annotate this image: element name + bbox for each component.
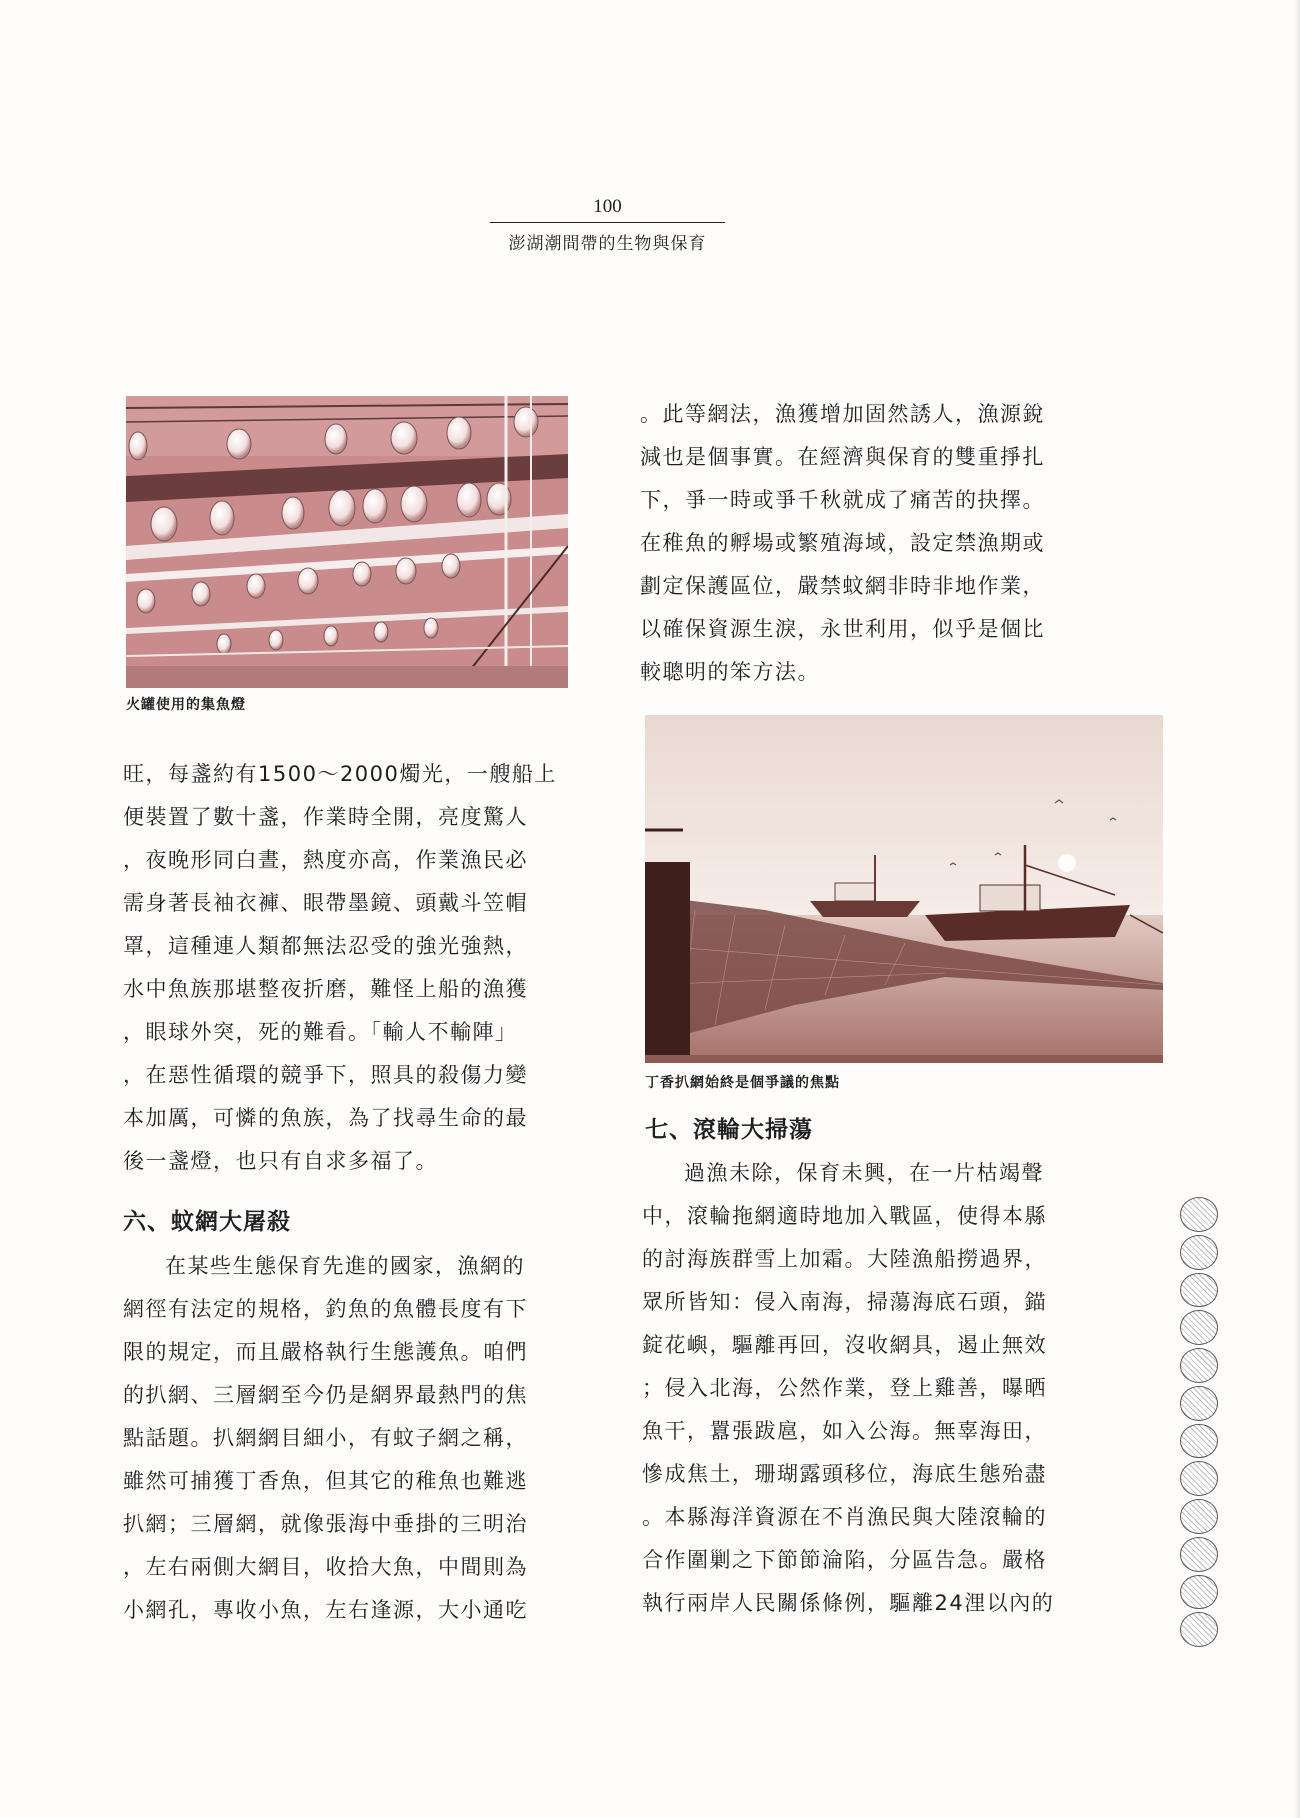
- text-line: ，夜晚形同白晝，熱度亦高，作業漁民必: [123, 848, 528, 872]
- fishing-lamps-photo: [126, 396, 568, 688]
- text-line: 過漁未除，保育未興，在一片枯竭聲: [684, 1161, 1044, 1185]
- decorative-bead: [1180, 1424, 1218, 1459]
- text-line: 。本縣海洋資源在不肖漁民與大陸滾輪的: [642, 1505, 1047, 1529]
- text-line: 罩，這種連人類都無法忍受的強光強熱，: [123, 934, 528, 958]
- left-paragraph-1: [123, 753, 563, 1183]
- text-line: 便裝置了數十盞，作業時全開，亮度驚人: [123, 805, 528, 829]
- text-line: 點話題。扒網網目細小，有蚊子網之稱，: [123, 1426, 528, 1450]
- text-line: 後一盞燈，也只有自求多福了。: [123, 1149, 438, 1173]
- fishing-net-image: [645, 715, 1163, 1063]
- decorative-bead: [1180, 1235, 1218, 1270]
- text-line: 旺，每盞約有1500～2000燭光，一艘船上: [123, 762, 557, 786]
- left-paragraph-2: [123, 1245, 568, 1632]
- decorative-bead: [1180, 1499, 1218, 1534]
- decorative-bead: [1180, 1575, 1218, 1610]
- right-paragraph-2: [642, 1152, 1092, 1625]
- page-header: [490, 196, 725, 254]
- decorative-side-strip: [1180, 1197, 1220, 1647]
- decorative-bead: [1180, 1197, 1218, 1232]
- section-6-heading: 六、蚊網大屠殺: [123, 1209, 291, 1235]
- decorative-bead: [1180, 1386, 1218, 1421]
- text-line: ，在惡性循環的競爭下，照具的殺傷力變: [123, 1063, 528, 1087]
- text-line: 下，爭一時或爭千秋就成了痛苦的抉擇。: [640, 488, 1045, 512]
- decorative-bead: [1180, 1310, 1218, 1345]
- text-line: 扒網；三層網，就像張海中垂掛的三明治: [123, 1512, 528, 1536]
- text-line: 以確保資源生淚，永世利用，似乎是個比: [640, 617, 1045, 641]
- running-title: 澎湖潮間帶的生物與保育: [508, 234, 707, 254]
- fishing-net-photo: [645, 715, 1163, 1063]
- right-paragraph-1: [640, 393, 1095, 694]
- text-line: 錠花嶼，驅離再回，沒收網具，遏止無效: [642, 1333, 1047, 1357]
- text-line: 減也是個事實。在經濟與保育的雙重掙扎: [640, 445, 1045, 469]
- page-number: 100: [593, 196, 622, 217]
- text-line: 慘成焦土，珊瑚露頭移位，海底生態殆盡: [642, 1462, 1047, 1486]
- text-line: 劃定保護區位，嚴禁蚊網非時非地作業，: [640, 574, 1045, 598]
- text-line: 的討海族群雪上加霜。大陸漁船撈過界，: [642, 1247, 1047, 1271]
- text-line: 在某些生態保育先進的國家，漁網的: [165, 1254, 525, 1278]
- text-line: 本加厲，可憐的魚族，為了找尋生命的最: [123, 1106, 528, 1130]
- decorative-bead: [1180, 1273, 1218, 1308]
- text-line: 網徑有法定的規格，釣魚的魚體長度有下: [123, 1297, 528, 1321]
- text-line: 水中魚族那堪整夜折磨，難怪上船的漁獲: [123, 977, 528, 1001]
- scan-edge: [1294, 0, 1300, 1818]
- lamps-photo-caption: 火罐使用的集魚燈: [126, 697, 246, 713]
- text-line: ；侵入北海，公然作業，登上雞善，曝晒: [642, 1376, 1047, 1400]
- fishing-lamps-image: [126, 396, 568, 688]
- text-line: 限的規定，而且嚴格執行生態護魚。咱們: [123, 1340, 528, 1364]
- text-line: 魚干，囂張跋扈，如入公海。無辜海田，: [642, 1419, 1047, 1443]
- text-line: 。此等網法，漁獲增加固然誘人，漁源銳: [640, 402, 1045, 426]
- text-line: 在稚魚的孵場或繁殖海域，設定禁漁期或: [640, 531, 1045, 555]
- text-line: 小網孔，專收小魚，左右逢源，大小通吃: [123, 1598, 528, 1622]
- text-line: 眾所皆知：侵入南海，掃蕩海底石頭，錨: [642, 1290, 1047, 1314]
- text-line: 中，滾輪拖網適時地加入戰區，使得本縣: [642, 1204, 1047, 1228]
- text-line: ，左右兩側大網目，收拾大魚，中間則為: [123, 1555, 528, 1579]
- text-line: 較聰明的笨方法。: [640, 660, 820, 684]
- decorative-bead: [1180, 1537, 1218, 1572]
- header-rule: [490, 222, 725, 223]
- text-line: ，眼球外突，死的難看。「輸人不輸陣」: [123, 1020, 518, 1044]
- decorative-bead: [1180, 1348, 1218, 1383]
- text-line: 需身著長袖衣褲、眼帶墨鏡、頭戴斗笠帽: [123, 891, 528, 915]
- text-line: 的扒網、三層網至今仍是網界最熱門的焦: [123, 1383, 528, 1407]
- section-7-heading: 七、滾輪大掃蕩: [645, 1117, 813, 1143]
- decorative-bead: [1180, 1612, 1218, 1647]
- decorative-bead: [1180, 1461, 1218, 1496]
- net-photo-caption: 丁香扒網始終是個爭議的焦點: [645, 1075, 840, 1091]
- text-line: 執行兩岸人民關係條例，驅離24浬以內的: [642, 1591, 1055, 1615]
- text-line: 雖然可捕獲丁香魚，但其它的稚魚也難逃: [123, 1469, 528, 1493]
- text-line: 合作圍剿之下節節淪陷，分區告急。嚴格: [642, 1548, 1047, 1572]
